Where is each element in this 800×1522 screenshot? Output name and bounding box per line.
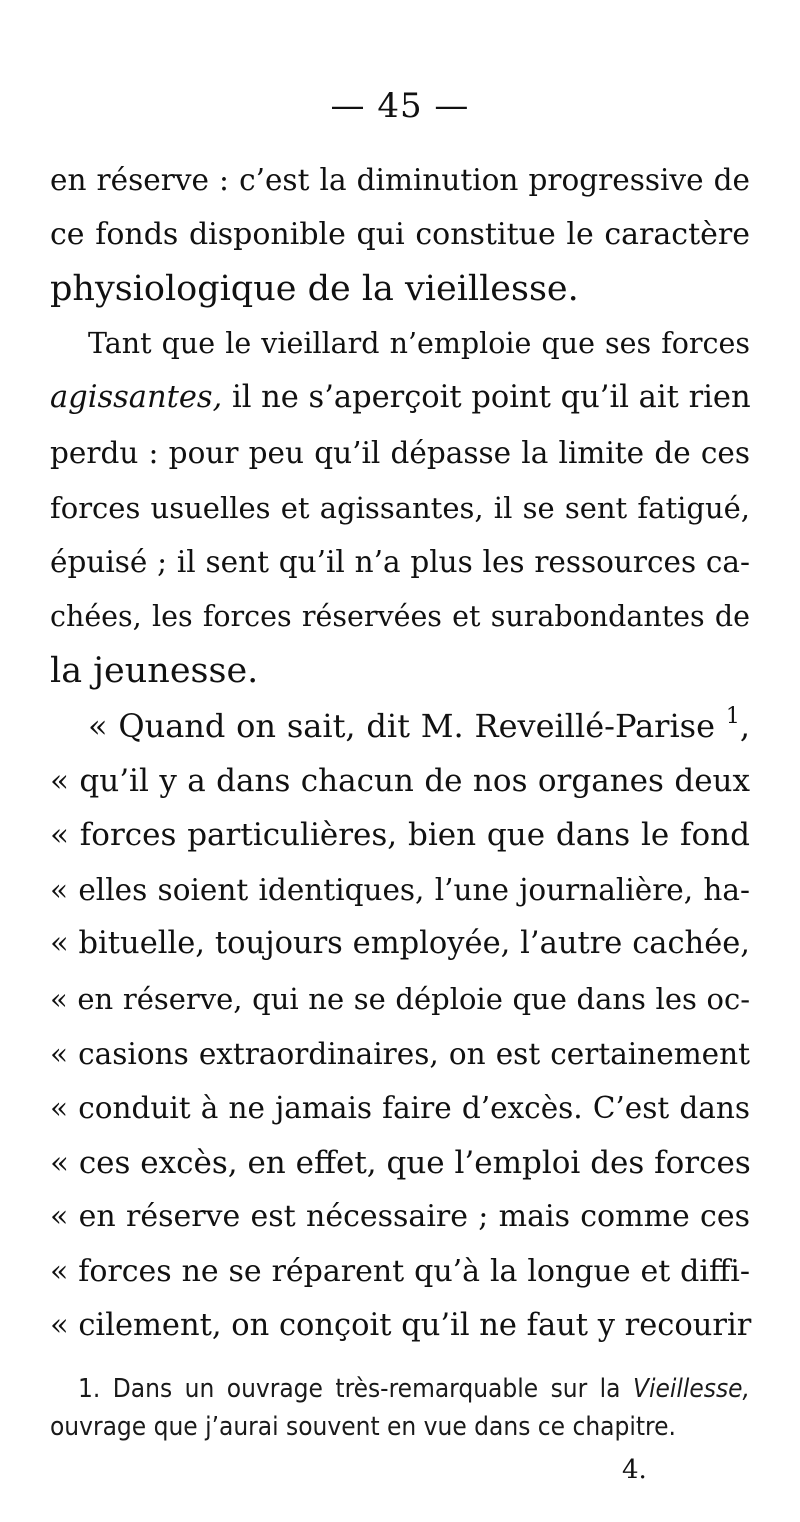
text-line: Tant que le vieillard n’emploie que ses forces xyxy=(88,326,750,360)
text-line xyxy=(50,371,750,426)
text-segment: il ne s’aperçoit point qu’il ait rien xyxy=(231,380,751,416)
text-line: forces usuelles et agissantes, il se sent fatigué, xyxy=(50,490,750,525)
footnote-italic: Vieillesse, xyxy=(633,1374,750,1404)
text-line: la jeunesse. xyxy=(50,651,259,692)
footnote xyxy=(50,1370,750,1446)
text-line: en réserve : c’est la diminution progressive de xyxy=(50,163,750,197)
text-segment: « Quand on sait, dit M. Reveillé-Parise xyxy=(88,706,716,745)
text-line: chées, les forces réservées et surabondantes de xyxy=(50,599,750,633)
text-line: « cilement, on conçoit qu’il ne faut y recourir xyxy=(50,1308,752,1344)
text-line: « casions extraordinaires, on est certainement xyxy=(50,1036,750,1071)
text-line: « forces particulières, bien que dans le fond xyxy=(50,817,750,854)
text-line: « forces ne se réparent qu’à la longue et diffi- xyxy=(50,1253,750,1289)
text-line: « en réserve est nécessaire ; mais comme ces xyxy=(50,1199,750,1235)
text-line: « ces excès, en effet, que l’emploi des forces xyxy=(50,1144,751,1181)
text-line: physiologique de la vieillesse. xyxy=(50,269,579,310)
text-line: perdu : pour peu qu’il dépasse la limite de ces xyxy=(50,435,750,470)
text-line: « bituelle, toujours employée, l’autre cachée, xyxy=(50,926,750,962)
footnote-text: Dans un ouvrage très-remarquable sur la xyxy=(112,1374,621,1404)
text-line xyxy=(50,699,750,754)
text-line: ce fonds disponible qui constitue le caractère xyxy=(50,216,750,252)
page-number: — 45 — xyxy=(330,86,470,126)
italic-word: agissantes, xyxy=(50,380,223,416)
footnote-marker: 1. xyxy=(78,1374,101,1404)
footnote-reference[interactable]: 1 xyxy=(725,703,740,729)
text-line: « qu’il y a dans chacun de nos organes deux xyxy=(50,762,750,799)
text-segment: , xyxy=(739,706,751,745)
text-line: « conduit à ne jamais faire d’excès. C’est dans xyxy=(50,1091,750,1126)
text-line: « elles soient identiques, l’une journalière, ha- xyxy=(50,872,750,907)
footnote-line xyxy=(50,1370,750,1408)
footnote-line: ouvrage que j’aurai souvent en vue dans ce chapitre. xyxy=(50,1412,676,1442)
text-line: « en réserve, qui ne se déploie que dans les oc- xyxy=(50,981,750,1016)
signature-mark: 4. xyxy=(622,1455,647,1485)
text-line: épuisé ; il sent qu’il n’a plus les ressources ca- xyxy=(50,545,750,580)
body-text xyxy=(50,153,750,1354)
